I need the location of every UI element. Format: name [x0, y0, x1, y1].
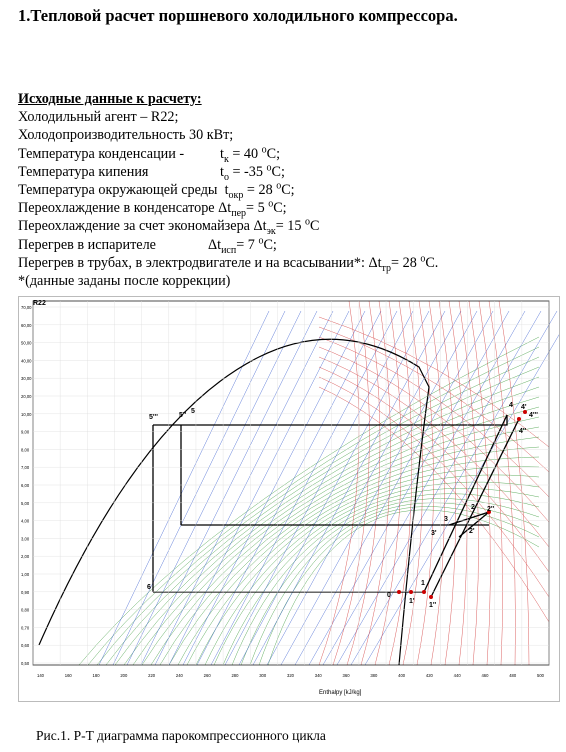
cycle-point-label: 5 [191, 408, 195, 415]
y-tick-label: 40,00 [21, 358, 32, 364]
y-tick-label: 7,00 [21, 465, 30, 471]
y-tick-label: 10,00 [21, 411, 32, 417]
cycle-point-label: 5'' [179, 412, 187, 419]
cycle-point-label: 4''' [529, 412, 538, 419]
boiling-temp-line: Температура кипения $t_о = -35$ $^o$С; [18, 162, 285, 183]
y-tick-label: 1,00 [21, 572, 30, 577]
x-tick-label: 420 [425, 673, 433, 678]
x-tick-label: 480 [509, 673, 517, 678]
y-tick-label: 0,70 [21, 625, 30, 631]
capacity-line: Холодопроизводительность 30 кВт; [18, 127, 234, 144]
x-tick-label: 440 [453, 673, 461, 678]
y-tick-label: 8,00 [21, 447, 30, 453]
cycle-point-label: 2'' [487, 506, 495, 513]
x-tick-label: 380 [370, 673, 378, 678]
x-tick-label: 220 [148, 673, 156, 678]
cycle-point-label: 3' [431, 530, 437, 537]
superheat-pipes-line: Перегрев в трубах, в электродвигателе и на всасывании*: $\Delta t_{тр}= 28$ $^o$С. [18, 253, 439, 274]
ambient-temp-line: Температура окружающей среды $t_{окр} = 28$ $^o$С; [18, 180, 295, 201]
cycle-point-label: 2 [471, 504, 475, 511]
y-tick-label: 60,00 [21, 322, 32, 328]
x-tick-label: 460 [481, 673, 489, 678]
superheat-evaporator-line: Перегрев в испарителе $\Delta t_{исп}= 7$ $^o$С; [18, 234, 277, 256]
chart-title: R22 [33, 300, 46, 307]
figure-caption: Рис.1. P-T диаграмма парокомпрессионного цикла [36, 728, 326, 743]
cycle-point-label: 1 [421, 580, 425, 587]
x-tick-label: 340 [314, 673, 322, 678]
x-tick-label: 400 [398, 673, 406, 678]
x-tick-label: 200 [120, 673, 128, 678]
cycle-point-label: 5''' [149, 414, 158, 421]
y-tick-label: 0,50 [21, 661, 30, 666]
cycle-point-label: 2' [469, 528, 475, 535]
cycle-point-label: 1'' [429, 602, 437, 609]
cycle-point-label: 1' [409, 598, 415, 605]
y-tick-label: 0,90 [21, 589, 30, 595]
y-tick-label: 70,00 [21, 305, 32, 310]
cycle-point-label: 4'' [519, 428, 527, 435]
subcooling-condenser-line: Переохлаждение в конденсаторе $\Delta t_{пер}= 5$ $^o$С; [18, 198, 287, 220]
ph-diagram [18, 296, 560, 702]
y-tick-label: 2,00 [21, 554, 30, 560]
cycle-point-label: 4 [509, 402, 513, 409]
condensation-temp-line: Температура конденсации - $t_к = 40$ $^o$С; [18, 143, 281, 165]
y-tick-label: 0,60 [21, 643, 30, 649]
cycle-point-label: 4' [521, 404, 527, 411]
x-tick-label: 320 [287, 673, 294, 678]
y-tick-label: 6,00 [21, 483, 30, 488]
x-tick-label: 240 [175, 673, 183, 678]
input-data-block [18, 90, 438, 290]
subcooling-economizer-line: Переохлаждение за счет экономайзера $\Delta t_{эк}= 15$ $^o$С [18, 216, 320, 238]
footnote: *(данные заданы после коррекции) [18, 273, 231, 290]
y-tick-label: 9,00 [21, 429, 30, 435]
input-heading: Исходные данные к расчету: [18, 91, 202, 107]
page-title: 1.Тепловой расчет поршневого холодильного компрессора. [18, 6, 458, 25]
x-tick-label: 300 [259, 673, 267, 678]
y-tick-label: 3,00 [21, 536, 30, 542]
cycle-point-label: 6 [147, 584, 151, 591]
y-tick-label: 20,00 [21, 394, 32, 399]
x-tick-label: 280 [231, 673, 239, 678]
x-tick-label: 360 [342, 673, 350, 678]
y-tick-label: 50,00 [21, 340, 32, 346]
x-tick-label: 180 [92, 673, 100, 678]
x-axis-label: Enthalpy [kJ/kg] [319, 690, 362, 696]
refrigerant-line: Холодильный агент – R22; [18, 109, 179, 126]
y-tick-label: 30,00 [21, 376, 32, 382]
y-tick-label: 4,00 [21, 518, 30, 524]
y-tick-label: 0,80 [21, 607, 30, 613]
y-tick-label: 5,00 [21, 500, 30, 506]
cycle-point-label: 3 [444, 516, 448, 523]
x-tick-label: 140 [37, 673, 44, 678]
cycle-point-label: 0 [387, 592, 391, 599]
x-tick-label: 500 [537, 673, 544, 678]
x-tick-label: 160 [64, 673, 72, 678]
x-tick-label: 260 [203, 673, 211, 678]
